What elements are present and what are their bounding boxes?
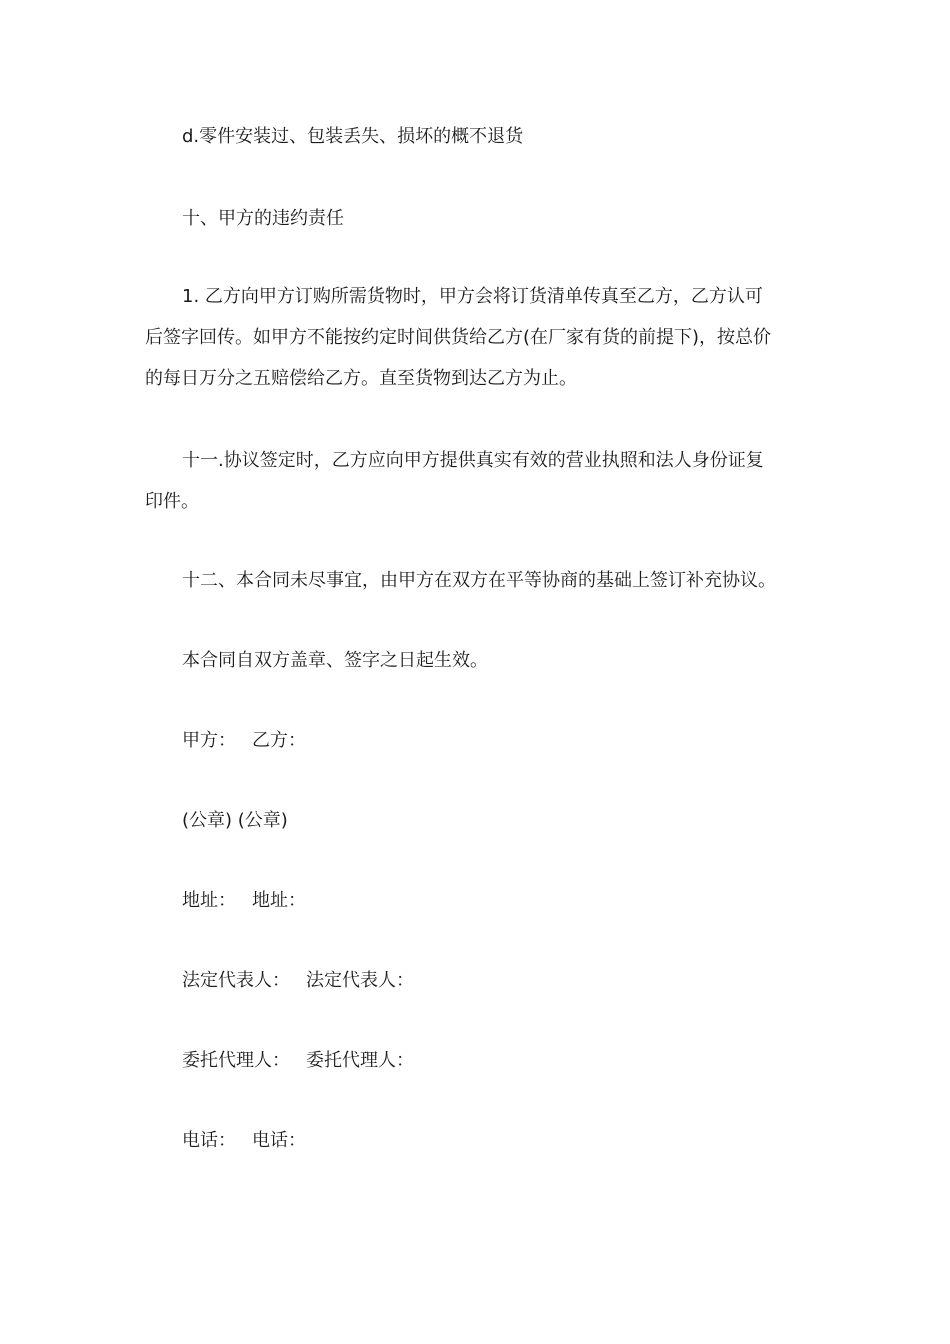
legal-rep-a-label: 法定代表人： (182, 970, 290, 991)
section-10-clause-1 (145, 276, 815, 399)
paragraph-line: 1. 乙方向甲方订购所需货物时，甲方会将订货清单传真至乙方，乙方认可 (182, 286, 763, 307)
signature-line (145, 1120, 815, 1161)
paragraph-line: 十一.协议签定时，乙方应向甲方提供真实有效的营业执照和法人身份证复 (182, 450, 764, 471)
signature-line (145, 960, 815, 1001)
signature-address-row (145, 880, 815, 921)
agent-b-label: 委托代理人： (306, 1050, 414, 1071)
address-b-label: 地址： (252, 890, 306, 911)
section-10-heading (145, 198, 815, 239)
paragraph-line: 十、甲方的违约责任 (182, 208, 344, 229)
signature-legal-rep-row (145, 960, 815, 1001)
paragraph-line: 印件。 (145, 491, 199, 512)
paragraph-line: 十二、本合同未尽事宜，由甲方在双方在平等协商的基础上签订补充协议。 (182, 570, 776, 591)
effective-clause (145, 640, 815, 681)
section-12-paragraph (145, 560, 815, 601)
paragraph-line: 后签字回传。如甲方不能按约定时间供货给乙方(在厂家有货的前提下)，按总价 (145, 327, 772, 348)
party-b-label: 乙方： (252, 730, 306, 751)
agent-a-label: 委托代理人： (182, 1050, 290, 1071)
signature-line (145, 880, 815, 921)
address-a-label: 地址： (182, 890, 236, 911)
paragraph-line: 的每日万分之五赔偿给乙方。直至货物到达乙方为止。 (145, 368, 577, 389)
paragraph-line: d.零件安装过、包装丢失、损坏的概不退货 (182, 126, 524, 147)
signature-line (145, 800, 815, 841)
clause-d-no-return (145, 116, 815, 157)
signature-line (145, 720, 815, 761)
phone-b-label: 电话： (252, 1130, 306, 1151)
legal-rep-b-label: 法定代表人： (306, 970, 414, 991)
signature-party-row (145, 720, 815, 761)
seal-b-label: (公章) (237, 810, 288, 831)
party-a-label: 甲方： (182, 730, 236, 751)
signature-phone-row (145, 1120, 815, 1161)
signature-line (145, 1040, 815, 1081)
paragraph-line: 本合同自双方盖章、签字之日起生效。 (182, 650, 488, 671)
phone-a-label: 电话： (182, 1130, 236, 1151)
seal-a-label: (公章) (182, 810, 233, 831)
section-11-paragraph (145, 440, 815, 522)
signature-agent-row (145, 1040, 815, 1081)
signature-seal-row (145, 800, 815, 841)
